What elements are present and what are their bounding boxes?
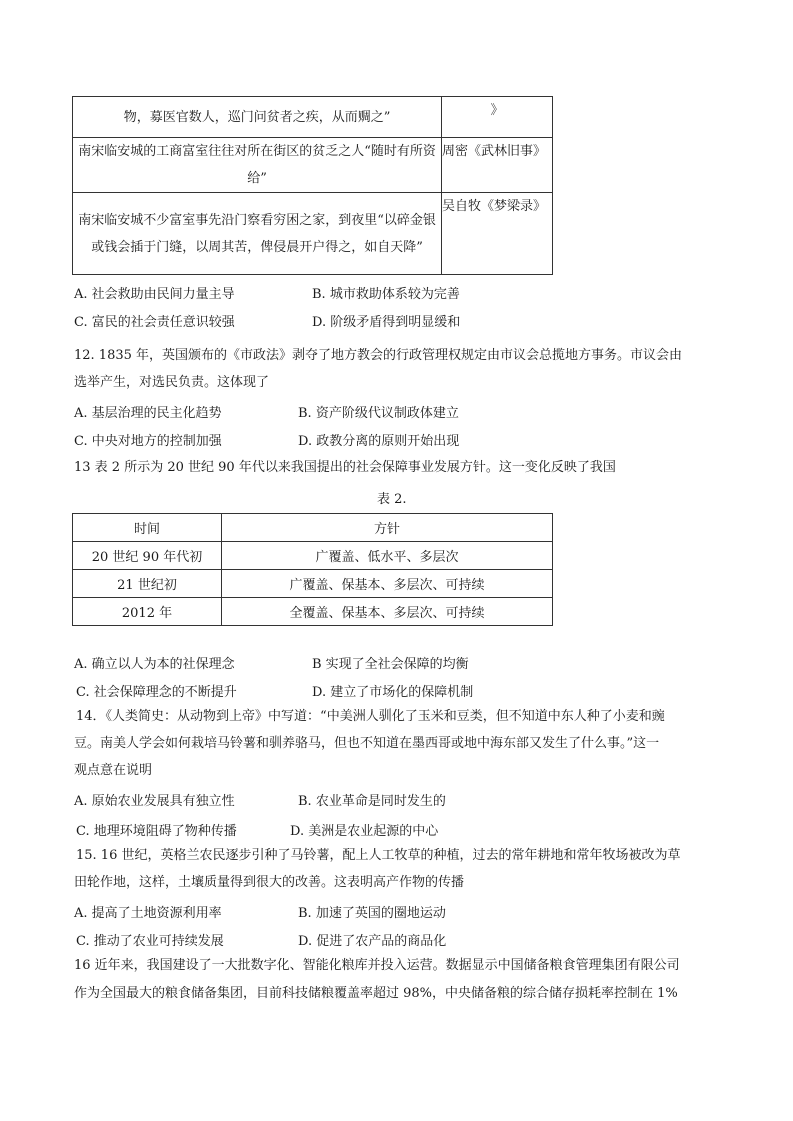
table-row — [73, 193, 553, 275]
table-header-row — [73, 514, 553, 542]
table-row — [73, 97, 553, 138]
option-d: D. 美洲是农业起源的中心 — [290, 824, 439, 839]
column-header-policy: 方针 — [222, 514, 553, 542]
option-b: B. 城市救助体系较为完善 — [312, 287, 460, 302]
option-b: B. 农业革命是同时发生的 — [298, 794, 446, 809]
question-12-line2: 选举产生，对选民负责。这体现了 — [74, 375, 270, 390]
option-d: D. 建立了市场化的保障机制 — [312, 685, 474, 700]
question-14-line2: 豆。南美人学会如何栽培马铃薯和驯养骆马，但也不知道在墨西哥或地中海东部又发生了什么事。”这一 — [74, 736, 660, 751]
option-c: C. 推动了农业可持续发展 — [76, 934, 224, 949]
question-14-line1: 14．《人类简史：从动物到上帝》中写道：“中美洲人驯化了玉米和豆类，但不知道中东人种了小麦和豌 — [76, 709, 665, 724]
table-row — [73, 570, 553, 598]
question-12-line1: 12. 1835 年，英国颁布的《市政法》剥夺了地方教会的行政管理权规定由市议会总揽地方事务。市议会由 — [74, 348, 683, 363]
option-b: B. 资产阶级代议制政体建立 — [298, 406, 459, 421]
table-cell-policy: 全覆盖、保基本、多层次、可持续 — [222, 598, 553, 626]
option-a: A. 确立以人为本的社保理念 — [74, 657, 235, 672]
question-13-stem: 13 表 2 所示为 20 世纪 90 年代以来我国提出的社会保障事业发展方针。这一变化反映了我国 — [74, 460, 616, 475]
option-d: D. 阶级矛盾得到明显缓和 — [312, 315, 461, 330]
table-row — [73, 598, 553, 626]
option-a: A. 提高了土地资源利用率 — [74, 906, 222, 921]
question-16-line2: 作为全国最大的粮食储备集团，目前科技储粮覆盖率超过 98%，中央储备粮的综合储存损耗率控制在 1% — [74, 986, 678, 1001]
option-c: C. 富民的社会责任意识较强 — [74, 315, 235, 330]
table-cell-event: 南宋临安城的工商富室往往对所在街区的贫乏之人“随时有所资给” — [73, 138, 442, 193]
table-cell-event: 南宋临安城不少富室事先沿门察看穷困之家，到夜里“以碎金银或钱会插于门缝，以周其苦，俾侵晨开户得之，如自天降” — [73, 193, 442, 275]
question-15-line2: 田轮作地，这样，土壤质量得到很大的改善。这表明高产作物的传播 — [74, 875, 465, 890]
table-cell-policy: 广覆盖、保基本、多层次、可持续 — [222, 570, 553, 598]
table-row — [73, 542, 553, 570]
option-a: A. 社会救助由民间力量主导 — [74, 287, 235, 302]
social-security-table — [72, 513, 553, 626]
history-sources-table — [72, 96, 553, 275]
question-14-line3: 观点意在说明 — [74, 763, 153, 778]
table-cell-time: 2012 年 — [73, 598, 222, 626]
option-b: B 实现了全社会保障的均衡 — [312, 657, 469, 672]
table-cell-time: 20 世纪 90 年代初 — [73, 542, 222, 570]
table-cell-source: 》 — [442, 97, 553, 138]
table-cell-policy: 广覆盖、低水平、多层次 — [222, 542, 553, 570]
option-c: C. 社会保障理念的不断提升 — [76, 685, 237, 700]
column-header-time: 时间 — [73, 514, 222, 542]
option-c: C. 中央对地方的控制加强 — [74, 434, 222, 449]
option-d: D. 政教分离的原则开始出现 — [298, 434, 460, 449]
table-row — [73, 138, 553, 193]
option-b: B. 加速了英国的圈地运动 — [298, 906, 446, 921]
option-c: C. 地理环境阻碍了物种传播 — [76, 824, 237, 839]
option-a: A. 基层治理的民主化趋势 — [74, 406, 222, 421]
question-15-line1: 15. 16 世纪，英格兰农民逐步引种了马铃薯，配上人工牧草的种植，过去的常年耕地和常年牧场被改为草 — [76, 848, 681, 863]
table-cell-event: 物，募医官数人，巡门问贫者之疾，从而赒之” — [73, 97, 442, 138]
option-a: A. 原始农业发展具有独立性 — [74, 794, 235, 809]
question-16-line1: 16 近年来，我国建设了一大批数字化、智能化粮库并投入运营。数据显示中国储备粮食管理集团有限公司 — [74, 958, 680, 973]
option-d: D. 促进了农产品的商品化 — [298, 934, 447, 949]
table-cell-time: 21 世纪初 — [73, 570, 222, 598]
table-cell-source: 周密《武林旧事》 — [442, 138, 553, 193]
table-cell-source: 吴自牧《梦梁录》 — [442, 193, 553, 275]
table-title: 表 2. — [377, 492, 407, 507]
